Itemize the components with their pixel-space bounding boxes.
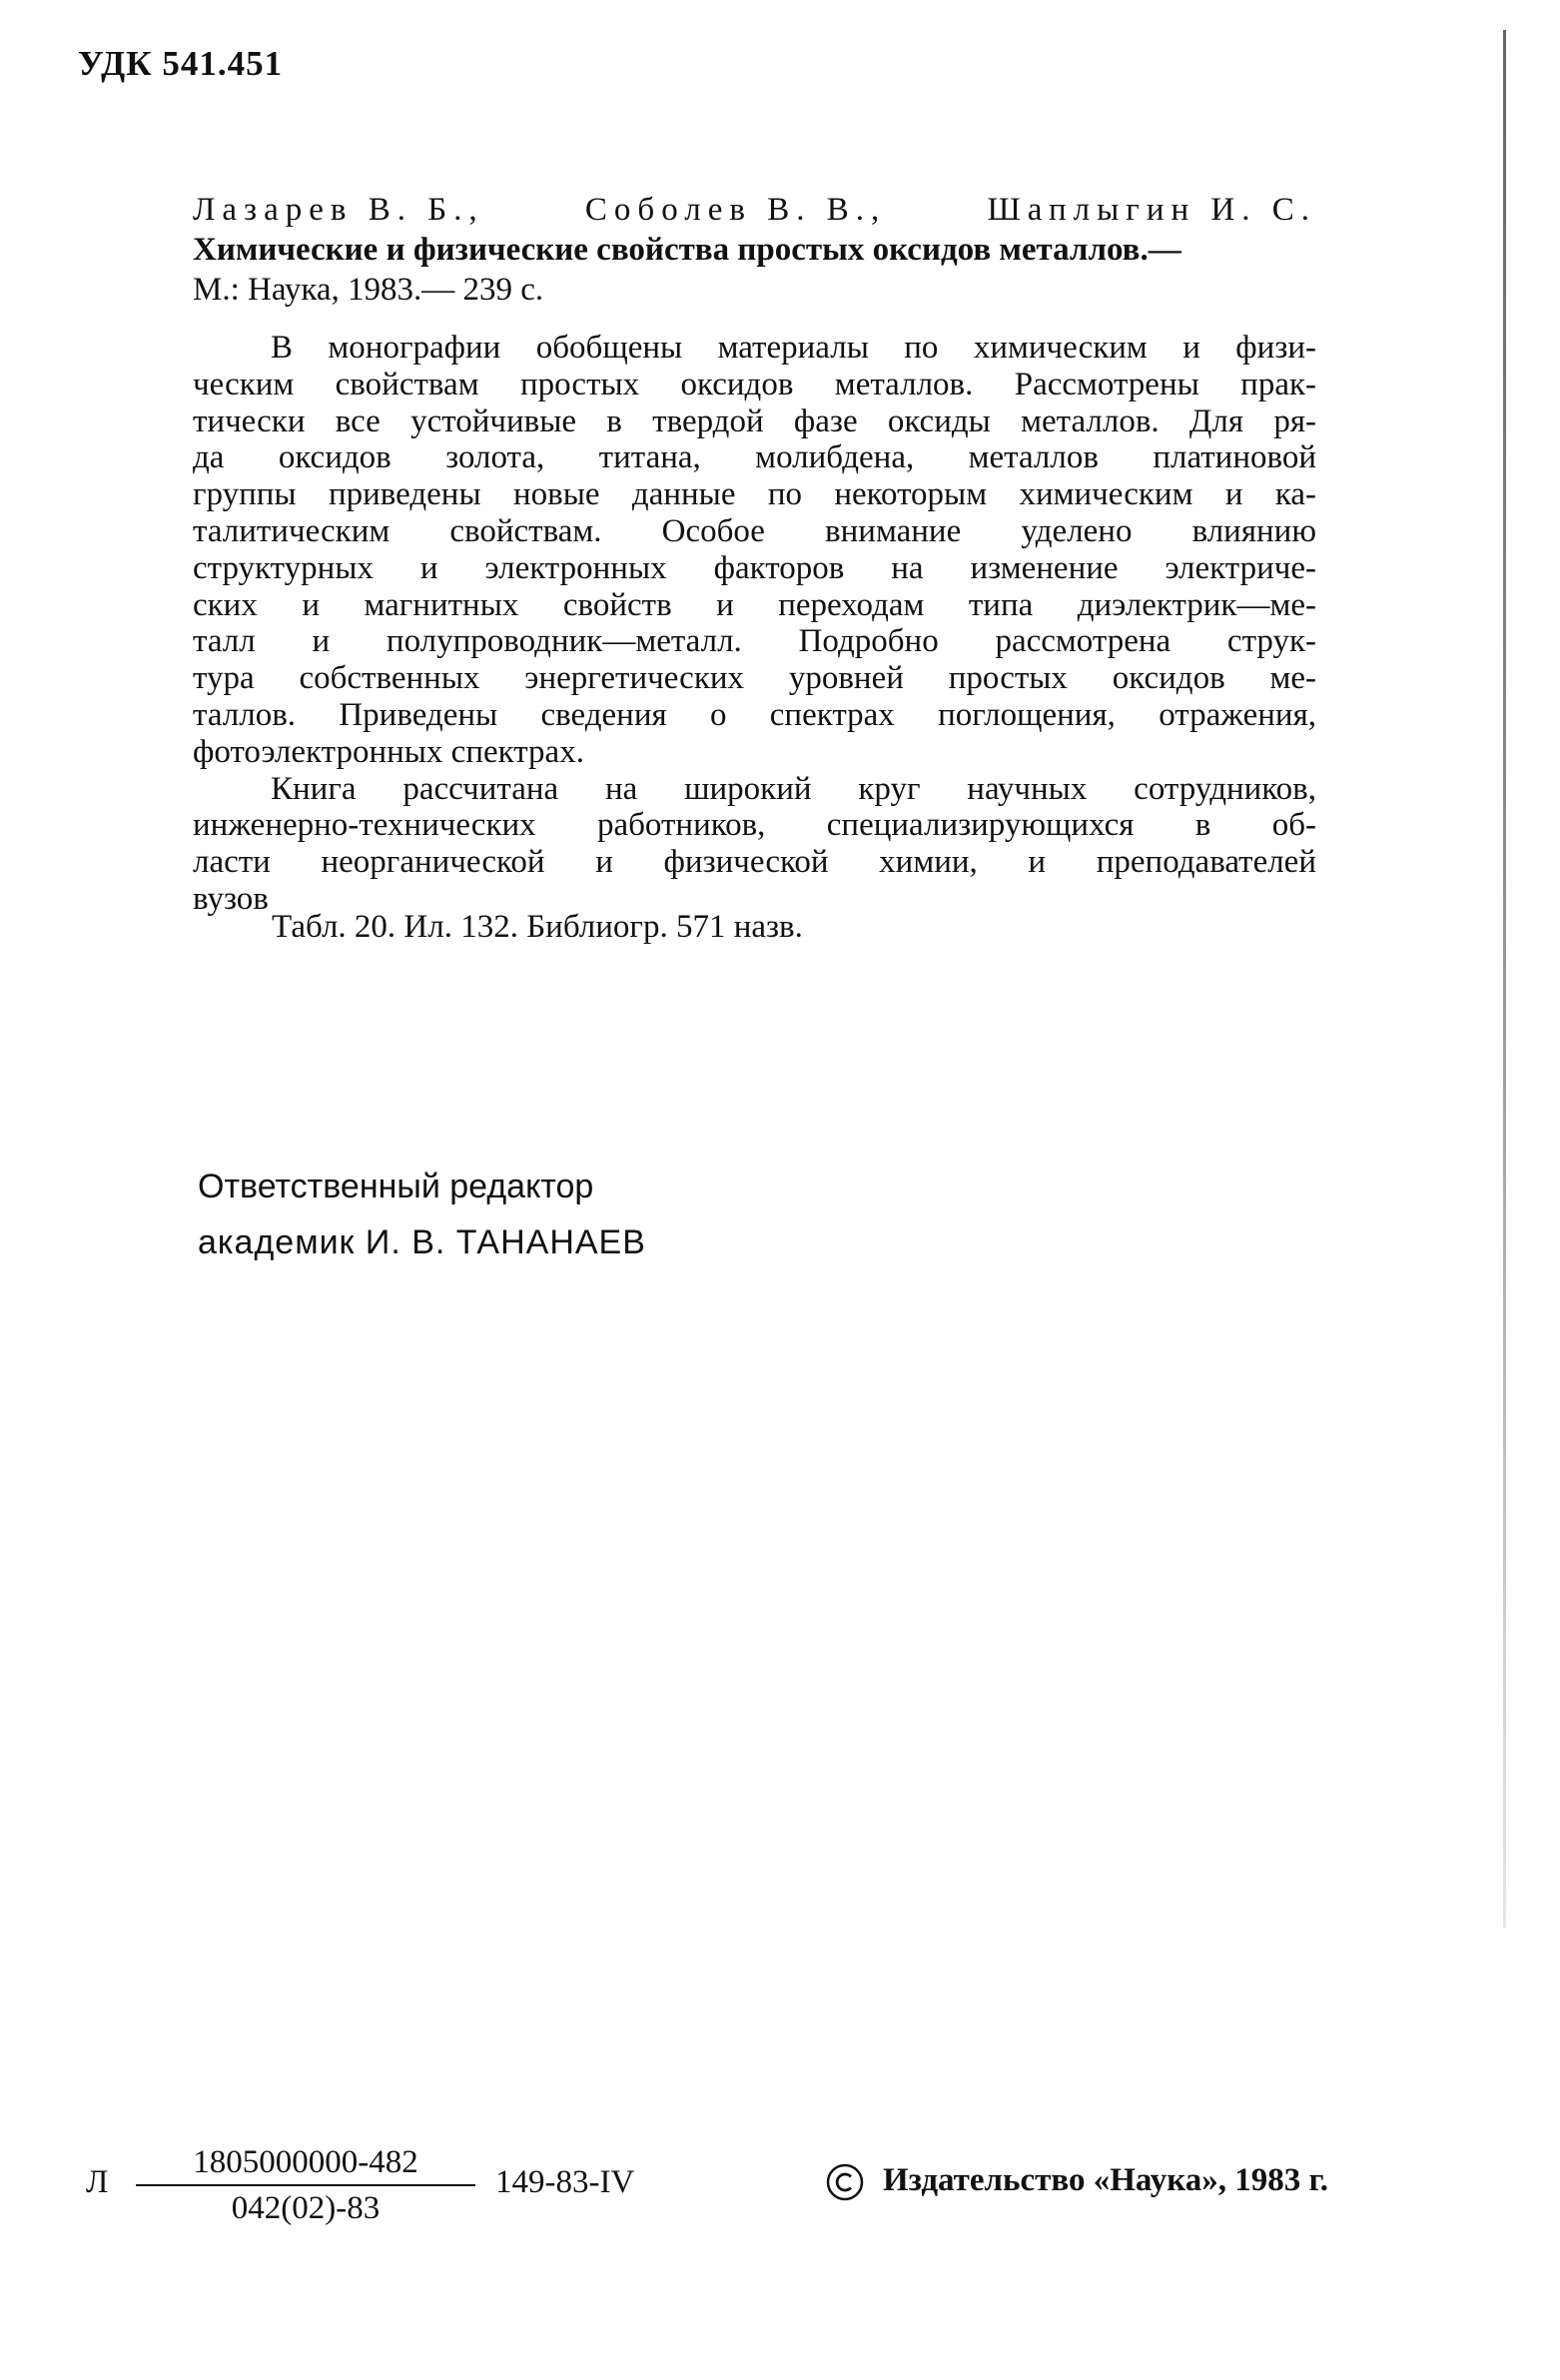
copyright-icon: [825, 2162, 865, 2202]
udk-code: УДК 541.451: [78, 44, 284, 83]
catalog-fraction: [136, 2142, 475, 2228]
bibliographic-record: [193, 190, 1316, 310]
fraction-numerator: 1805000000-482: [193, 2144, 418, 2180]
author-1: Лазарев В. Б.,: [193, 192, 484, 228]
fraction-denominator: 042(02)-83: [231, 2190, 381, 2226]
annotation-line: да оксидов золота, титана, молибдена, металлов платиновой: [193, 439, 1316, 476]
annotation-line: талитическим свойствам. Особое внимание уделено влиянию: [193, 512, 1316, 549]
tables-figures-stats: Табл. 20. Ил. 132. Библиогр. 571 назв.: [272, 909, 803, 945]
editor-name: академик И. В. ТАНАНАЕВ: [198, 1223, 646, 1261]
annotation-line: структурных и электронных факторов на изменение электриче-: [193, 549, 1316, 586]
editor-role: Ответственный редактор: [198, 1168, 594, 1205]
copyright-line: [825, 2162, 1328, 2202]
authors-line: [193, 190, 1316, 230]
author-3: Шаплыгин И. С.: [987, 192, 1316, 228]
annotation-line: инженерно-технических работников, специализирующихся в об-: [193, 807, 1316, 844]
annotation-line: Книга рассчитана на широкий круг научных сотрудников,: [271, 770, 1316, 807]
book-title: Химические и физические свойства простых оксидов металлов.—: [193, 232, 1181, 268]
annotation-line: В монографии обобщены материалы по химическим и физи-: [271, 330, 1316, 366]
annotation: [193, 330, 1316, 918]
author-2: Соболев В. В.,: [584, 192, 887, 228]
annotation-line: тически все устойчивые в твердой фазе оксиды металлов. Для ря-: [193, 402, 1316, 439]
catalog-code: 149-83-IV: [495, 2164, 635, 2200]
publication-footer: [86, 2142, 1384, 2232]
annotation-line: фотоэлектронных спектрах.: [193, 733, 584, 770]
annotation-line: ласти неорганической и физической химии, и преподавателей: [193, 844, 1316, 881]
annotation-line: талл и полупроводник—металл. Подробно рассмотрена струк-: [193, 623, 1316, 660]
catalog-letter: Л: [86, 2164, 109, 2200]
annotation-line: таллов. Приведены сведения о спектрах поглощения, отражения,: [193, 696, 1316, 733]
fraction-bar: [136, 2184, 475, 2186]
annotation-line: вузов: [193, 880, 269, 917]
annotation-line: ских и магнитных свойств и переходам типа диэлектрик—ме-: [193, 586, 1316, 623]
annotation-line: ческим свойствам простых оксидов металлов. Рассмотрены прак-: [193, 366, 1316, 402]
copyright-text: Издательство «Наука», 1983 г.: [883, 2162, 1328, 2198]
scan-edge-line: [1503, 30, 1506, 1928]
annotation-line: тура собственных энергетических уровней простых оксидов ме-: [193, 660, 1316, 697]
annotation-line: группы приведены новые данные по некоторым химическим и ка-: [193, 476, 1316, 513]
imprint-line: М.: Наука, 1983.— 239 с.: [193, 272, 544, 308]
editor-block: [198, 1159, 646, 1270]
